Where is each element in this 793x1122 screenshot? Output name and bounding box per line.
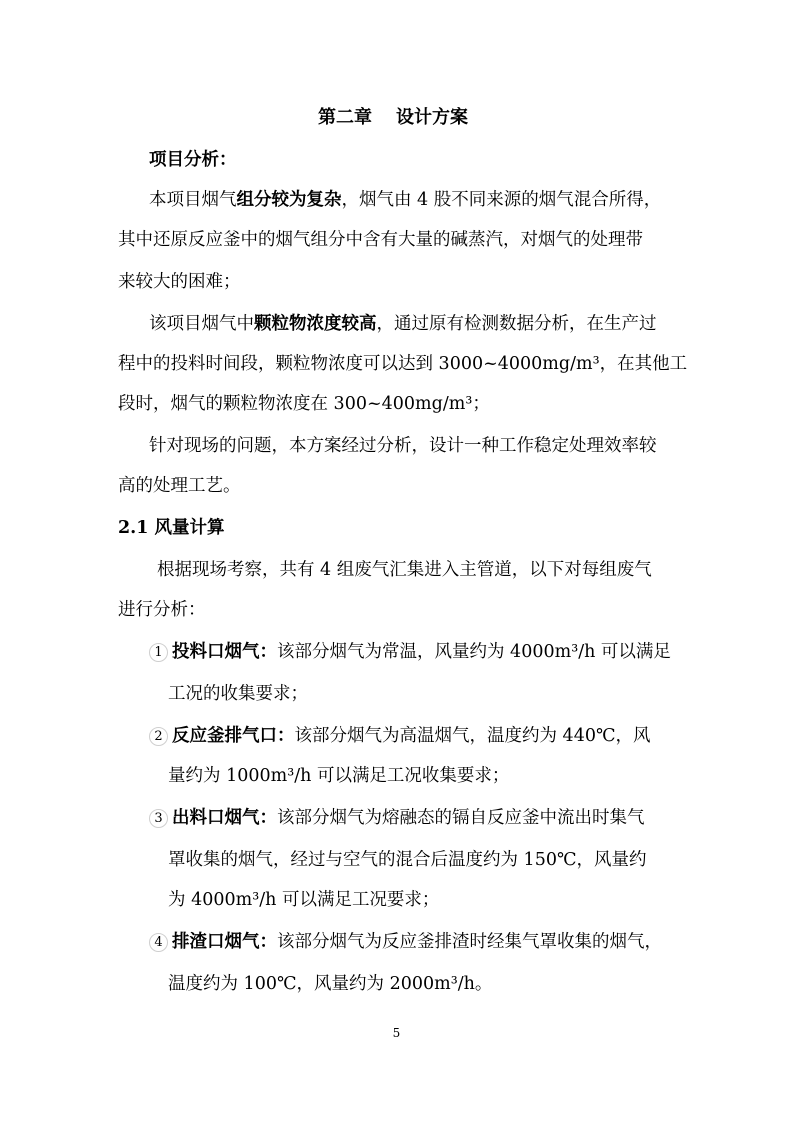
item-text: 该部分烟气为常温，风量约为 4000m³/h 可以满足 — [277, 642, 671, 662]
section-heading-2-1: 2.1 风量计算 — [118, 518, 225, 538]
circled-number: 4 — [149, 933, 168, 952]
list-item — [149, 724, 668, 748]
paragraph-line — [118, 188, 699, 212]
circled-number: 1 — [149, 643, 168, 662]
list-item — [149, 640, 671, 664]
item-label: 排渣口烟气： — [172, 932, 277, 952]
circled-number: 2 — [149, 727, 168, 746]
paragraph-line — [118, 312, 699, 336]
text: 该项目烟气中 — [149, 314, 254, 334]
item-label: 反应釜排气口： — [172, 726, 295, 746]
paragraph-line: 段时，烟气的颗粒物浓度在 300~400mg/m³； — [118, 394, 490, 414]
list-item-continuation: 罩收集的烟气，经过与空气的混合后温度约为 150℃，风量约 — [168, 850, 647, 870]
item-text: 该部分烟气为高温烟气，温度约为 440℃，风 — [294, 726, 651, 746]
list-item-continuation: 量约为 1000m³/h 可以满足工况收集要求； — [168, 766, 510, 786]
item-text: 该部分烟气为反应釜排渣时经集气罩收集的烟气， — [277, 932, 662, 952]
paragraph-line: 高的处理工艺。 — [118, 476, 241, 496]
list-item-continuation: 温度约为 100℃，风量约为 2000m³/h。 — [168, 974, 493, 994]
paragraph-line: 程中的投料时间段，颗粒物浓度可以达到 3000~4000mg/m³，在其他工 — [118, 354, 688, 374]
page-number: 5 — [392, 1026, 401, 1040]
paragraph-line: 进行分析： — [118, 600, 206, 620]
item-text: 该部分烟气为熔融态的镉自反应釜中流出时集气 — [277, 808, 645, 828]
bold-text: 组分较为复杂 — [236, 190, 342, 210]
chapter-name: 设计方案 — [396, 107, 468, 128]
section-heading-analysis: 项目分析： — [149, 150, 237, 170]
list-item — [149, 930, 668, 954]
circled-number: 3 — [149, 809, 168, 828]
item-label: 投料口烟气： — [172, 642, 277, 662]
text: ，通过原有检测数据分析，在生产过 — [376, 314, 657, 334]
paragraph-line: 针对现场的问题，本方案经过分析，设计一种工作稳定处理效率较 — [149, 436, 657, 456]
text: 本项目烟气 — [149, 190, 237, 210]
list-item-continuation: 为 4000m³/h 可以满足工况要求； — [168, 890, 440, 910]
chapter-number: 第二章 — [318, 107, 372, 128]
item-label: 出料口烟气： — [172, 808, 277, 828]
paragraph-line: 根据现场考察，共有 4 组废气汇集进入主管道，以下对每组废气 — [157, 560, 652, 580]
list-item — [149, 806, 668, 830]
text: ，烟气由 4 股不同来源的烟气混合所得， — [341, 190, 662, 210]
bold-text: 颗粒物浓度较高 — [254, 314, 377, 334]
paragraph-line: 其中还原反应釜中的烟气组分中含有大量的碱蒸汽，对烟气的处理带 — [118, 230, 643, 250]
paragraph-line: 来较大的困难； — [118, 272, 241, 292]
chapter-title — [118, 106, 668, 130]
list-item-continuation: 工况的收集要求； — [168, 684, 308, 704]
